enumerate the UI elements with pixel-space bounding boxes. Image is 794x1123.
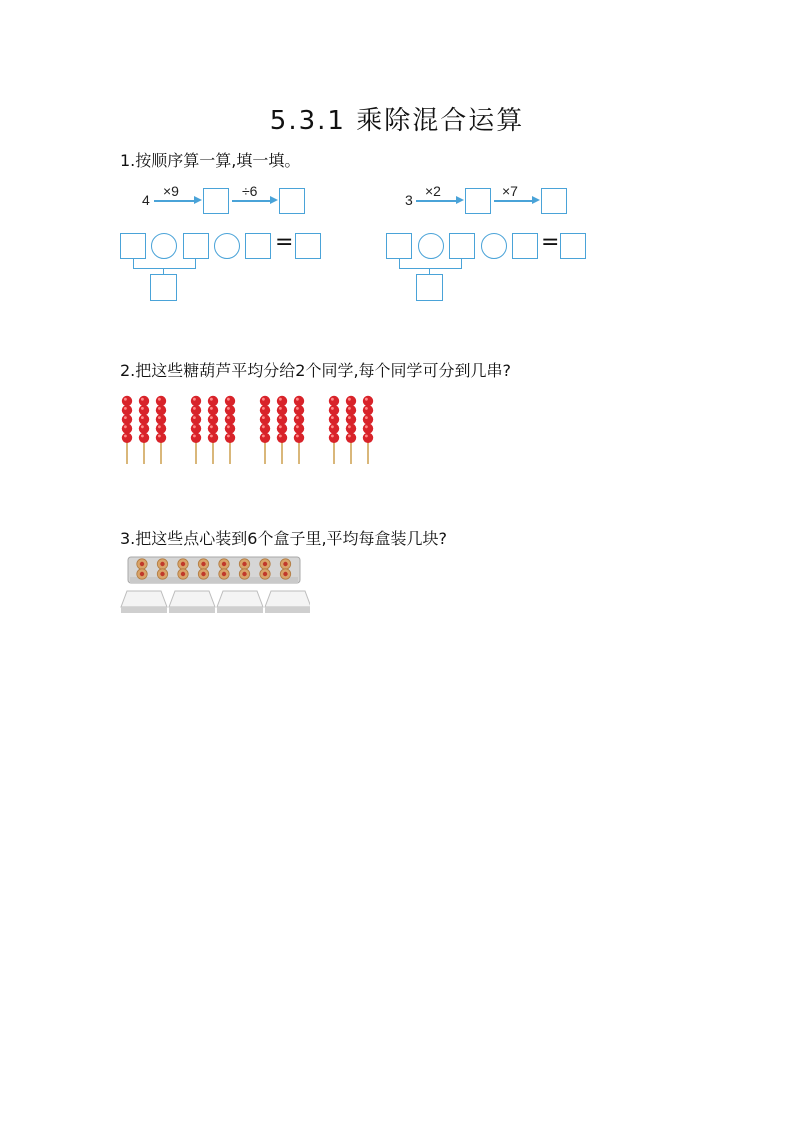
box-base [265, 607, 310, 613]
haw-ball-highlight [365, 416, 368, 419]
haw-ball-highlight [210, 398, 213, 401]
haw-ball [156, 433, 166, 443]
haw-ball-highlight [210, 416, 213, 419]
haw-ball [156, 396, 166, 406]
haw-ball [363, 433, 373, 443]
haw-ball [225, 414, 235, 424]
haw-ball-highlight [279, 407, 282, 410]
haw-ball-highlight [262, 407, 265, 410]
haw-group [122, 396, 166, 464]
operator-circle[interactable] [151, 233, 177, 259]
equation-box[interactable] [386, 233, 412, 259]
haw-ball-highlight [193, 416, 196, 419]
haw-ball [277, 423, 287, 433]
haw-ball-highlight [141, 416, 144, 419]
haw-ball [225, 405, 235, 415]
haw-ball [329, 414, 339, 424]
haw-ball [329, 405, 339, 415]
haw-ball [329, 423, 339, 433]
haw-ball [122, 405, 132, 415]
haw-ball-highlight [124, 398, 127, 401]
haw-ball-highlight [365, 435, 368, 438]
cookie-jam [160, 572, 164, 576]
haw-ball [191, 433, 201, 443]
equation-box[interactable] [449, 233, 475, 259]
haw-ball-highlight [124, 435, 127, 438]
haw-ball [363, 423, 373, 433]
q1-left-start: 4 [142, 192, 150, 208]
result-box[interactable] [295, 233, 321, 259]
intermediate-box[interactable] [150, 274, 177, 301]
haw-ball-highlight [262, 398, 265, 401]
equation-box[interactable] [183, 233, 209, 259]
haw-ball [260, 433, 270, 443]
haw-ball-highlight [141, 435, 144, 438]
arrow-right-icon [456, 196, 464, 204]
haw-ball-highlight [227, 407, 230, 410]
haw-ball-highlight [348, 407, 351, 410]
haw-ball [346, 396, 356, 406]
answer-box[interactable] [465, 188, 491, 214]
haw-ball [346, 405, 356, 415]
haw-ball [346, 423, 356, 433]
haw-ball-highlight [124, 416, 127, 419]
haw-ball-highlight [365, 407, 368, 410]
tray-edge [130, 577, 298, 583]
haw-ball-highlight [210, 425, 213, 428]
haw-ball-highlight [158, 398, 161, 401]
box [169, 591, 215, 607]
q1-left-op2: ÷6 [242, 183, 258, 199]
box-base [217, 607, 263, 613]
haw-ball-highlight [331, 416, 334, 419]
haw-ball [208, 433, 218, 443]
haw-ball-highlight [279, 416, 282, 419]
pastry-tray-illustration [118, 553, 310, 615]
arrow-right-icon [270, 196, 278, 204]
haw-ball [122, 414, 132, 424]
answer-box[interactable] [541, 188, 567, 214]
haw-ball [277, 396, 287, 406]
haw-ball [191, 405, 201, 415]
cookie-jam [201, 572, 205, 576]
haw-ball-highlight [158, 407, 161, 410]
box [121, 591, 167, 607]
haw-ball-highlight [141, 398, 144, 401]
cookie-jam [222, 562, 226, 566]
q1-right-op1: ×2 [425, 183, 441, 199]
haw-ball [277, 433, 287, 443]
haw-ball [208, 405, 218, 415]
haw-ball [225, 423, 235, 433]
haw-ball [363, 405, 373, 415]
cookie-jam [160, 562, 164, 566]
equals-sign: = [541, 230, 560, 255]
bracket-connector [399, 259, 462, 269]
question-1-text: 1.按顺序算一算,填一填。 [120, 151, 301, 170]
haw-ball [294, 433, 304, 443]
haw-ball-highlight [296, 425, 299, 428]
haw-ball [208, 423, 218, 433]
haw-ball-highlight [262, 425, 265, 428]
q1-left-op1: ×9 [163, 183, 179, 199]
haw-ball [329, 433, 339, 443]
arrow-line [494, 200, 532, 202]
haw-ball-highlight [279, 425, 282, 428]
haw-ball-highlight [331, 435, 334, 438]
haw-ball [225, 433, 235, 443]
haw-ball-highlight [348, 416, 351, 419]
haw-ball [294, 405, 304, 415]
intermediate-box[interactable] [416, 274, 443, 301]
cookie-jam [201, 562, 205, 566]
haw-ball [208, 396, 218, 406]
cookie-jam [242, 562, 246, 566]
equals-sign: = [275, 230, 294, 255]
haw-ball-highlight [331, 398, 334, 401]
cookie-jam [263, 572, 267, 576]
haw-ball [260, 396, 270, 406]
equation-box[interactable] [512, 233, 538, 259]
haw-ball-highlight [279, 398, 282, 401]
cookie-jam [140, 562, 144, 566]
q1-right-op2: ×7 [502, 183, 518, 199]
operator-circle[interactable] [481, 233, 507, 259]
haw-ball [122, 423, 132, 433]
question-3-text: 3.把这些点心装到6个盒子里,平均每盒装几块? [120, 529, 448, 548]
haw-group [329, 396, 373, 464]
haw-ball-highlight [193, 407, 196, 410]
haw-ball-highlight [124, 425, 127, 428]
box-base [121, 607, 167, 613]
page-title: 5.3.1 乘除混合运算 [269, 106, 525, 136]
box [265, 591, 310, 607]
haw-ball [139, 396, 149, 406]
haw-ball [139, 423, 149, 433]
haw-ball [346, 414, 356, 424]
haw-ball-highlight [141, 425, 144, 428]
haw-ball [363, 414, 373, 424]
haw-ball [294, 414, 304, 424]
haw-ball [277, 414, 287, 424]
haw-ball [122, 433, 132, 443]
haw-ball-highlight [227, 425, 230, 428]
haw-ball-highlight [331, 407, 334, 410]
q1-right-start: 3 [405, 192, 413, 208]
haw-ball-highlight [210, 407, 213, 410]
answer-box[interactable] [279, 188, 305, 214]
arrow-right-icon [532, 196, 540, 204]
haw-ball-highlight [331, 425, 334, 428]
haw-ball-highlight [365, 398, 368, 401]
haw-ball [191, 414, 201, 424]
cookie-jam [181, 562, 185, 566]
haw-ball-highlight [193, 435, 196, 438]
arrow-line [232, 200, 270, 202]
answer-box[interactable] [203, 188, 229, 214]
haw-ball-highlight [296, 398, 299, 401]
haw-ball [156, 423, 166, 433]
box-base [169, 607, 215, 613]
haw-ball [363, 396, 373, 406]
result-box[interactable] [560, 233, 586, 259]
cookie-jam [181, 572, 185, 576]
haw-ball-highlight [348, 398, 351, 401]
haw-ball [260, 405, 270, 415]
equation-box[interactable] [245, 233, 271, 259]
haw-ball-highlight [193, 425, 196, 428]
cookie-jam [283, 562, 287, 566]
haw-ball [329, 396, 339, 406]
haw-ball [122, 396, 132, 406]
bracket-connector [133, 259, 196, 269]
cookie-jam [140, 572, 144, 576]
haw-ball-highlight [227, 398, 230, 401]
haw-ball [139, 433, 149, 443]
haw-ball-highlight [227, 435, 230, 438]
haw-ball [208, 414, 218, 424]
haw-ball [294, 423, 304, 433]
haw-ball [156, 414, 166, 424]
haw-ball [260, 414, 270, 424]
equation-box[interactable] [120, 233, 146, 259]
haw-ball [277, 405, 287, 415]
cookie-jam [242, 572, 246, 576]
haw-ball-highlight [158, 435, 161, 438]
haw-ball [156, 405, 166, 415]
operator-circle[interactable] [214, 233, 240, 259]
operator-circle[interactable] [418, 233, 444, 259]
haw-ball [294, 396, 304, 406]
haw-ball-highlight [348, 425, 351, 428]
haw-ball-highlight [365, 425, 368, 428]
haw-ball-highlight [210, 435, 213, 438]
haw-ball-highlight [279, 435, 282, 438]
haw-ball-highlight [262, 435, 265, 438]
haw-ball-highlight [296, 407, 299, 410]
haw-ball-highlight [262, 416, 265, 419]
box [217, 591, 263, 607]
arrow-right-icon [194, 196, 202, 204]
haw-ball-highlight [158, 425, 161, 428]
haw-ball [139, 405, 149, 415]
haw-ball-highlight [296, 416, 299, 419]
haw-ball [346, 433, 356, 443]
arrow-line [416, 200, 456, 202]
arrow-line [154, 200, 194, 202]
haw-ball-highlight [193, 398, 196, 401]
haw-group [191, 396, 235, 464]
haw-ball-highlight [141, 407, 144, 410]
haw-ball [139, 414, 149, 424]
haw-ball-highlight [124, 407, 127, 410]
haw-ball [260, 423, 270, 433]
haw-ball-highlight [348, 435, 351, 438]
cookie-jam [222, 572, 226, 576]
haw-ball [191, 423, 201, 433]
haw-ball [225, 396, 235, 406]
cookie-jam [283, 572, 287, 576]
haw-ball-highlight [296, 435, 299, 438]
cookie-jam [263, 562, 267, 566]
haw-group [260, 396, 304, 464]
haw-ball [191, 396, 201, 406]
haw-ball-highlight [158, 416, 161, 419]
haw-ball-highlight [227, 416, 230, 419]
candied-haws-illustration [115, 392, 385, 467]
question-2-text: 2.把这些糖葫芦平均分给2个同学,每个同学可分到几串? [120, 361, 512, 380]
